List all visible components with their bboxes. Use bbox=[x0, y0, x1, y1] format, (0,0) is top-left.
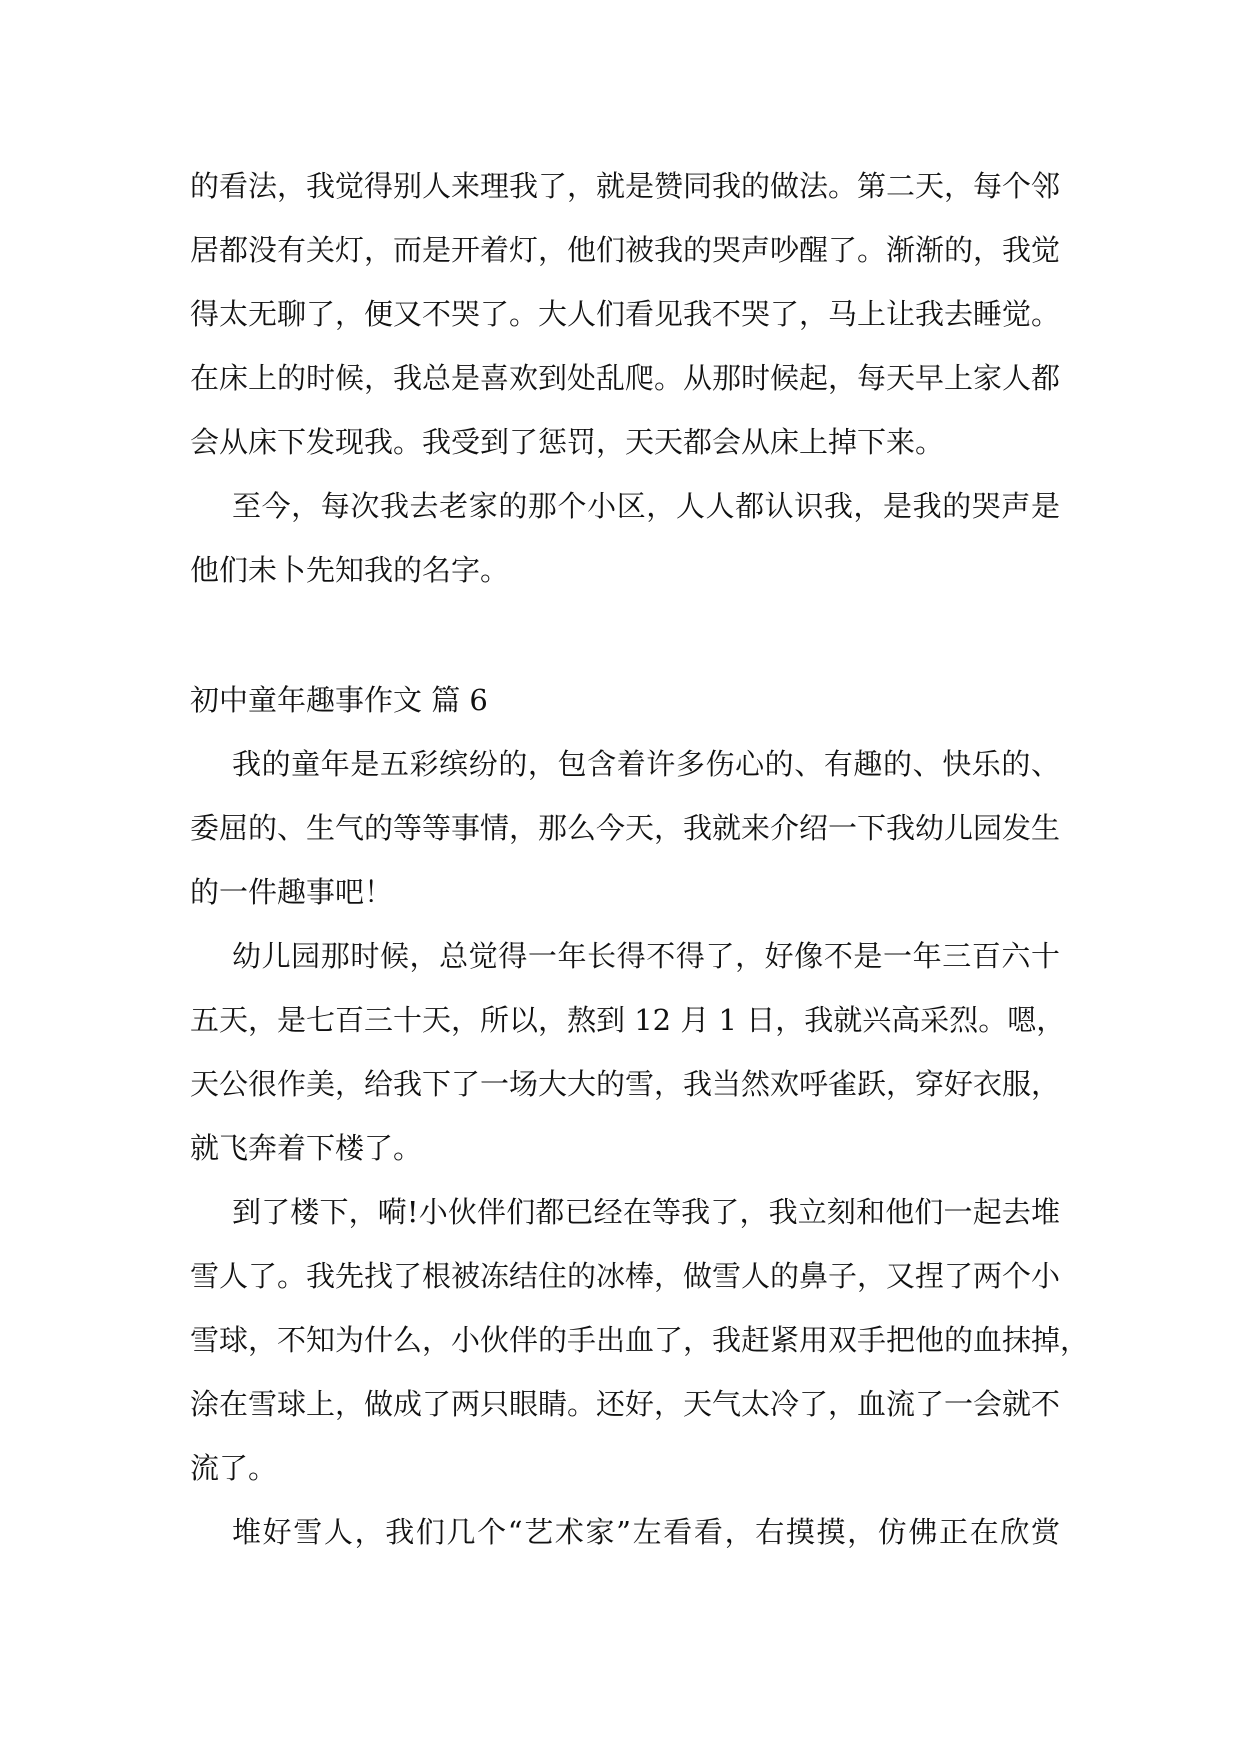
text-line: 雪人了。我先找了根被冻结住的冰棒，做雪人的鼻子，又捏了两个小 bbox=[190, 1259, 1061, 1293]
text-line: 得太无聊了，便又不哭了。大人们看见我不哭了，马上让我去睡觉。 bbox=[190, 297, 1061, 331]
text-line: 我的童年是五彩缤纷的，包含着许多伤心的、有趣的、快乐的、 bbox=[232, 747, 1060, 781]
text-line: 的一件趣事吧！ bbox=[190, 875, 394, 909]
text-line: 在床上的时候，我总是喜欢到处乱爬。从那时候起，每天早上家人都 bbox=[190, 361, 1061, 395]
text-line: 五天，是七百三十天，所以，熬到 12 月 1 日，我就兴高采烈。嗯， bbox=[190, 1003, 1066, 1037]
text-line: 的看法，我觉得别人来理我了，就是赞同我的做法。第二天，每个邻 bbox=[190, 169, 1061, 203]
text-line: 堆好雪人，我们几个“艺术家”左看看，右摸摸，仿佛正在欣赏 bbox=[232, 1515, 1060, 1549]
text-line: 天公很作美，给我下了一场大大的雪，我当然欢呼雀跃，穿好衣服， bbox=[190, 1067, 1061, 1101]
text-line: 居都没有关灯，而是开着灯，他们被我的哭声吵醒了。渐渐的，我觉 bbox=[190, 233, 1061, 267]
text-line: 就飞奔着下楼了。 bbox=[190, 1131, 423, 1165]
text-line: 到了楼下，嗬!小伙伴们都已经在等我了，我立刻和他们一起去堆 bbox=[232, 1195, 1060, 1229]
text-line: 委屈的、生气的等等事情，那么今天，我就来介绍一下我幼儿园发生 bbox=[190, 811, 1061, 845]
text-line: 流了。 bbox=[190, 1451, 278, 1485]
section-heading: 初中童年趣事作文 篇 6 bbox=[190, 683, 488, 717]
text-line: 会从床下发现我。我受到了惩罚，天天都会从床上掉下来。 bbox=[190, 425, 945, 459]
text-line: 他们未卜先知我的名字。 bbox=[190, 553, 510, 587]
text-line: 涂在雪球上，做成了两只眼睛。还好，天气太冷了，血流了一会就不 bbox=[190, 1387, 1061, 1421]
text-line: 幼儿园那时候，总觉得一年长得不得了，好像不是一年三百六十 bbox=[232, 939, 1060, 973]
text-line: 雪球，不知为什么，小伙伴的手出血了，我赶紧用双手把他的血抹掉， bbox=[190, 1323, 1090, 1357]
text-line: 至今，每次我去老家的那个小区，人人都认识我，是我的哭声是 bbox=[232, 489, 1060, 523]
